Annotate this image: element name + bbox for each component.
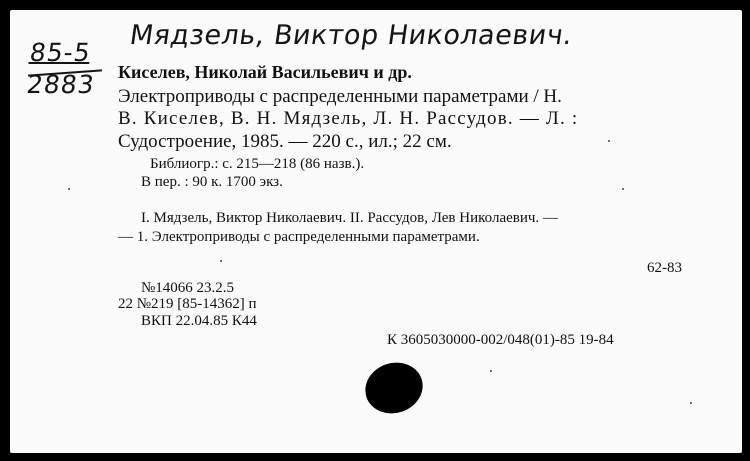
binding-price-note: В пер. : 90 к. 1700 экз. — [141, 174, 283, 190]
speck — [608, 140, 610, 142]
speck — [622, 188, 624, 190]
speck — [690, 402, 692, 404]
description-line: Судостроение, 1985. — 220 с., ил.; 22 см. — [118, 131, 452, 152]
card-code: 62-83 — [647, 260, 682, 276]
speck — [490, 370, 492, 372]
added-entry-line: I. Мядзель, Виктор Николаевич. II. Рассудов, Лев Николаевич. — — [141, 210, 558, 226]
punch-hole — [359, 355, 430, 420]
added-entry-line: — 1. Электроприводы с распределенными параметрами. — [118, 229, 480, 245]
author-heading: Киселев, Николай Васильевич и др. — [118, 62, 412, 82]
speck — [68, 188, 70, 190]
call-number-bottom: 2883 — [24, 70, 97, 99]
classmark: К 3605030000-002/048(01)-85 19-84 — [387, 332, 614, 348]
registration-line: 22 №219 [85-14362] п — [118, 296, 257, 312]
registration-line: ВКП 22.04.85 К44 — [141, 313, 257, 329]
description-line: В. Киселев, В. Н. Мядзель, Л. Н. Рассудов. — Л. : — [118, 108, 579, 129]
bibliography-note: Библиогр.: с. 215—218 (86 назв.). — [150, 156, 365, 172]
handwritten-name: Мядзель, Виктор Николаевич. — [127, 20, 575, 51]
registration-line: №14066 23.2.5 — [141, 280, 235, 296]
speck — [220, 260, 222, 262]
catalog-card — [10, 10, 742, 453]
description-line: Электроприводы с распределенными параметрами / Н. — [118, 86, 562, 107]
call-number-top: 85-5 — [27, 38, 93, 67]
